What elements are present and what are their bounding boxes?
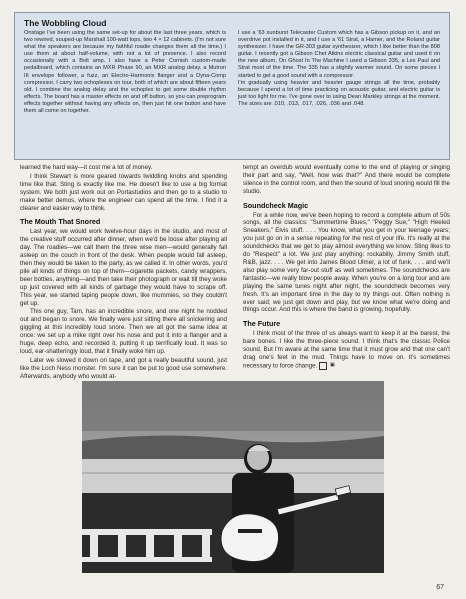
section-heading: The Future xyxy=(243,319,281,329)
section-heading: The Mouth That Snored xyxy=(20,217,101,227)
sidebar-left-paragraph: Onstage I've been using the same set-up for about the last three years, which is two rewired, souped-up Marshall 100-watt tops, two 4 × 12 cabinets. (I'm not sure what the speakers are because my faithful roadie changes them all the time.) I use them at about half-volume, with not a lot of presence. I also record occasionally with a Bolt amp. I also have a Peter Cornish custom-made pedalboard, which contains an MXR Phase 90, an MXR analog delay, a Mutron III envelope follower, a fuzz, an Electro-Harmonix flanger and a Dyna-Comp compressor. I carry two echoplexes on tour, both of which are about fifteen years old. I combine the analog delay and the echoplex to get some double rhythm effects. The board has a master effects on and off button, so you can preprogram effects together without having any effects on, then just hit one button and have them all come on together. xyxy=(24,30,226,115)
guitarist-photo xyxy=(82,381,384,573)
body-paragraph: Last year, we would work twelve-hour days in the studio, and most of the creative stuff occurred after dinner, when we'd be loose after playing all day. The roadies—we call them the three wise men—would generally fall asleep on the couch in front of the desk. When people would fall asleep, then they would be taken to the party, as we called it. In other words, you'd pile all kinds of things on top of them—cigarette packets, candy wrappers, beer bottles, anything—and then take their photograph or wait till they woke up just covered with all kinds of garbage they would have to scrape off. This year, we started taping people down, like mummies, so they couldn't get up. xyxy=(20,228,227,307)
body-paragraph xyxy=(243,330,450,370)
body-paragraph: I think Stewart is more geared towards twiddling knobs and spending time like that. Sting is exactly like me. He doesn't like to use a big format system. We both just work out on Portastudios and then go to a studio to make better demos, where the engineer can spend all the time. I find it a clearer and easier way to think. xyxy=(20,172,227,212)
body-paragraph: Later we slowed it down on tape, and got a really beautiful sound, just like the Loch Ness monster. I'm sure it can be put to good use somewhere. Afterwards, anybody who would at- xyxy=(20,356,227,380)
body-paragraph: For a while now, we've been hoping to record a complete album of 50s songs, all the classics: "Summertime Blues," "Peggy Sue," "High Heeled Sneakers," Elvis stuff. . . . You know, what you get in your teenage years; you just go on in a sense repeating for the rest of your life. It's really at the soundchecks that we get to play almost everything we know. Sting likes to do "Respect" a lot. We just play anything: rockabilly, Jimmy Smith stuff, R&B, jazz. . . . We get into James Blood Ulmer, a lot of funk, . . . and we'll also play some very far-out stuff as well sometimes. The soundchecks are fantastic—we really blow people away. When you're on a long tour and are playing the same tunes night after night, the soundcheck becomes very fresh. It's an important time in the day to try things out. Often nothing is ever said; we just get down and play, but we know what we're doing and things occur. And this is where the band is growing, hopefully. xyxy=(243,211,450,314)
right-column xyxy=(243,164,450,371)
sidebar-title: The Wobbling Cloud xyxy=(24,18,107,28)
body-paragraph: This one guy, Tam, has an incredible snore, and one night he nodded out and began to snore. We finally were just sitting there all snickering and giggling at this incredibly loud snore. Then we all got the same idea at once: we set up a mike right over his nose and put it into a flanger and a huge, deep echo, and recorded it, putting it up terrifically loud. It was so loud, ear-shatteringly loud, that it finally woke him up. xyxy=(20,308,227,355)
closing-text: I think most of the three of us always want to keep it at the barest, the bare bones. I like the three-piece sound. I think that's the classic Police sound. But I'm aware at the same time that it must grow and that one can't drag one's feet in the mud. Things have to move on. It's sometimes necessary to force change. xyxy=(243,330,450,370)
body-paragraph: learned the hard way—it cost me a lot of money. xyxy=(20,164,153,171)
sidebar-right-paragraph: I use a '63 sunburst Telecaster Custom which has a Gibson pickup on it, and an overdrive pot installed in it, and I use a '61 Strat, a Hamer, and the Roland guitar synthesizer. I have the GR-303 guitar synthesizer, which I like better than the 808 guitar. I recently got a Gibson Chet Atkins electric classical guitar and used it on the new album, On Ghost In The Machine I used a Gibson 335, a Les Paul and Strat most of the time. The 335 has a slightly warmer sound. On some pieces I started to get a good sound with a compressor. I'm gradually using heavier and heavier gauge strings all the time, probably because I spend a lot of time practicing on acoustic guitar, and electric guitar is just too light for me. I've gone over to using Dean Markley strings at the moment. The sizes are .010, .013, .017, .026, .036 and .048. xyxy=(238,30,440,107)
page-number: 67 xyxy=(436,584,444,591)
end-mark-icon: ▣ xyxy=(319,362,327,370)
photo-illustration xyxy=(82,381,384,573)
sidebar-left-text xyxy=(24,30,226,115)
sidebar-box xyxy=(14,12,450,160)
section-heading: Soundcheck Magic xyxy=(243,200,309,210)
left-column xyxy=(20,164,227,382)
body-paragraph: tempt an overdub would eventually come to the end of playing or singing their part and say, "Well, how was that?" And there would be complete silence in the control room, and then the sound of loud snoring would fill the studio. xyxy=(243,164,450,195)
sidebar-right-text xyxy=(238,30,440,115)
sidebar-columns xyxy=(24,30,440,115)
